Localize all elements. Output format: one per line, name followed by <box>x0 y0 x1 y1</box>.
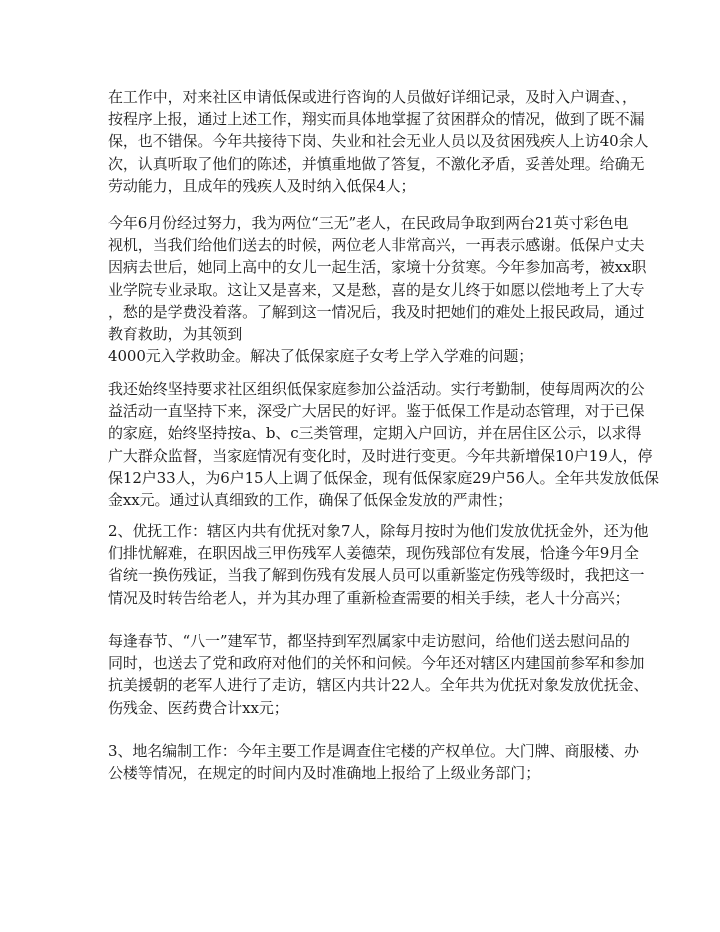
text-line: 今年6月份经过努力，我为两位“三无”老人，在民政局争取到两台21英寸彩色电 <box>108 214 629 232</box>
text-line: 2、优抚工作：辖区内共有优抚对象7人，除每月按时为他们发放优抚金外，还为他 <box>108 522 649 540</box>
text-line: 省统一换伤残证，当我了解到伤残有发展人员可以重新鉴定伤残等级时，我把这一 <box>108 566 645 585</box>
text-line: 因病去世后，她同上高中的女儿一起生活，家境十分贫寒。今年参加高考，被xx职 <box>108 258 647 277</box>
text-line: 保12户33人，为6户15人上调了低保金，现有低保家庭29户56人。全年共发放低保 <box>108 468 659 487</box>
text-line: ，愁的是学费没着落。了解到这一情况后，我及时把她们的难处上报民政局，通过 <box>108 302 645 321</box>
text-line: 每逢春节、“八一”建军节，都坚持到军烈属家中走访慰问，给他们送去慰问品的 <box>108 632 630 650</box>
text-line: 在工作中，对来社区申请低保或进行咨询的人员做好详细记录，及时入户调查、， <box>108 88 637 106</box>
text-line: 抗美援朝的老军人进行了走访，辖区内共计22人。全年共为优抚对象发放优抚金、 <box>108 676 649 695</box>
paragraph-place-name-work <box>108 740 639 784</box>
text-line: 广大群众监督，当家庭情况有变化时，及时进行变更。今年共新增保10户19人，停 <box>108 446 653 465</box>
text-line: 伤残金、医药费合计xx元； <box>108 698 289 717</box>
text-line: 公楼等情况，在规定的时间内及时准确地上报给了上级业务部门； <box>108 764 541 783</box>
text-line: 次，认真听取了他们的陈述，并慎重地做了答复，不激化矛盾，妥善处理。给确无 <box>108 154 645 173</box>
text-line: 同时，也送去了党和政府对他们的关怀和问候。今年还对辖区内建国前参军和参加 <box>108 654 645 673</box>
text-line: 的家庭，始终坚持按a、b、c三类管理，定期入户回访，并在居住区公示，以求得 <box>108 424 642 443</box>
text-line: 4000元入学救助金。解决了低保家庭子女考上学入学难的问题； <box>108 347 534 366</box>
paragraph-elderly-and-student-aid <box>108 212 647 367</box>
paragraph-preferential-care-work <box>108 520 649 609</box>
text-line: 3、地名编制工作：今年主要工作是调查住宅楼的产权单位。大门牌、商服楼、办 <box>108 742 639 760</box>
paragraph-public-welfare-activities <box>108 378 659 511</box>
text-line: 按程序上报，通过上述工作，翔实而具体地掌握了贫困群众的情况，做到了既不漏 <box>108 110 645 129</box>
text-line: 业学院专业录取。这让又是喜来，又是愁，喜的是女儿终于如愿以偿地考上了大专 <box>108 280 645 299</box>
text-line: 保，也不错保。今年共接待下岗、失业和社会无业人员以及贫困残疾人上访40余人 <box>108 132 649 151</box>
paragraph-low-income-records <box>108 86 649 197</box>
text-line: 劳动能力，且成年的残疾人及时纳入低保4人； <box>108 176 416 195</box>
text-line: 教育救助，为其领到 <box>108 325 243 344</box>
text-line: 视机，当我们给他们送去的时候，两位老人非常高兴，一再表示感谢。低保户丈夫 <box>108 236 645 255</box>
text-line: 情况及时转告给老人，并为其办理了重新检查需要的相关手续，老人十分高兴； <box>108 588 630 607</box>
text-line: 金xx元。通过认真细致的工作，确保了低保金发放的严肃性； <box>108 491 513 510</box>
text-line: 益活动一直坚持下来，深受广大居民的好评。鉴于低保工作是动态管理，对于已保 <box>108 402 645 421</box>
text-line: 们排忧解难，在职因战三甲伤残军人姜德荣，现伤残部位有发展，恰逢今年9月全 <box>108 544 639 563</box>
text-line: 我还始终坚持要求社区组织低保家庭参加公益活动。实行考勤制，使每周两次的公 <box>108 380 645 398</box>
paragraph-holiday-visits <box>108 630 649 719</box>
